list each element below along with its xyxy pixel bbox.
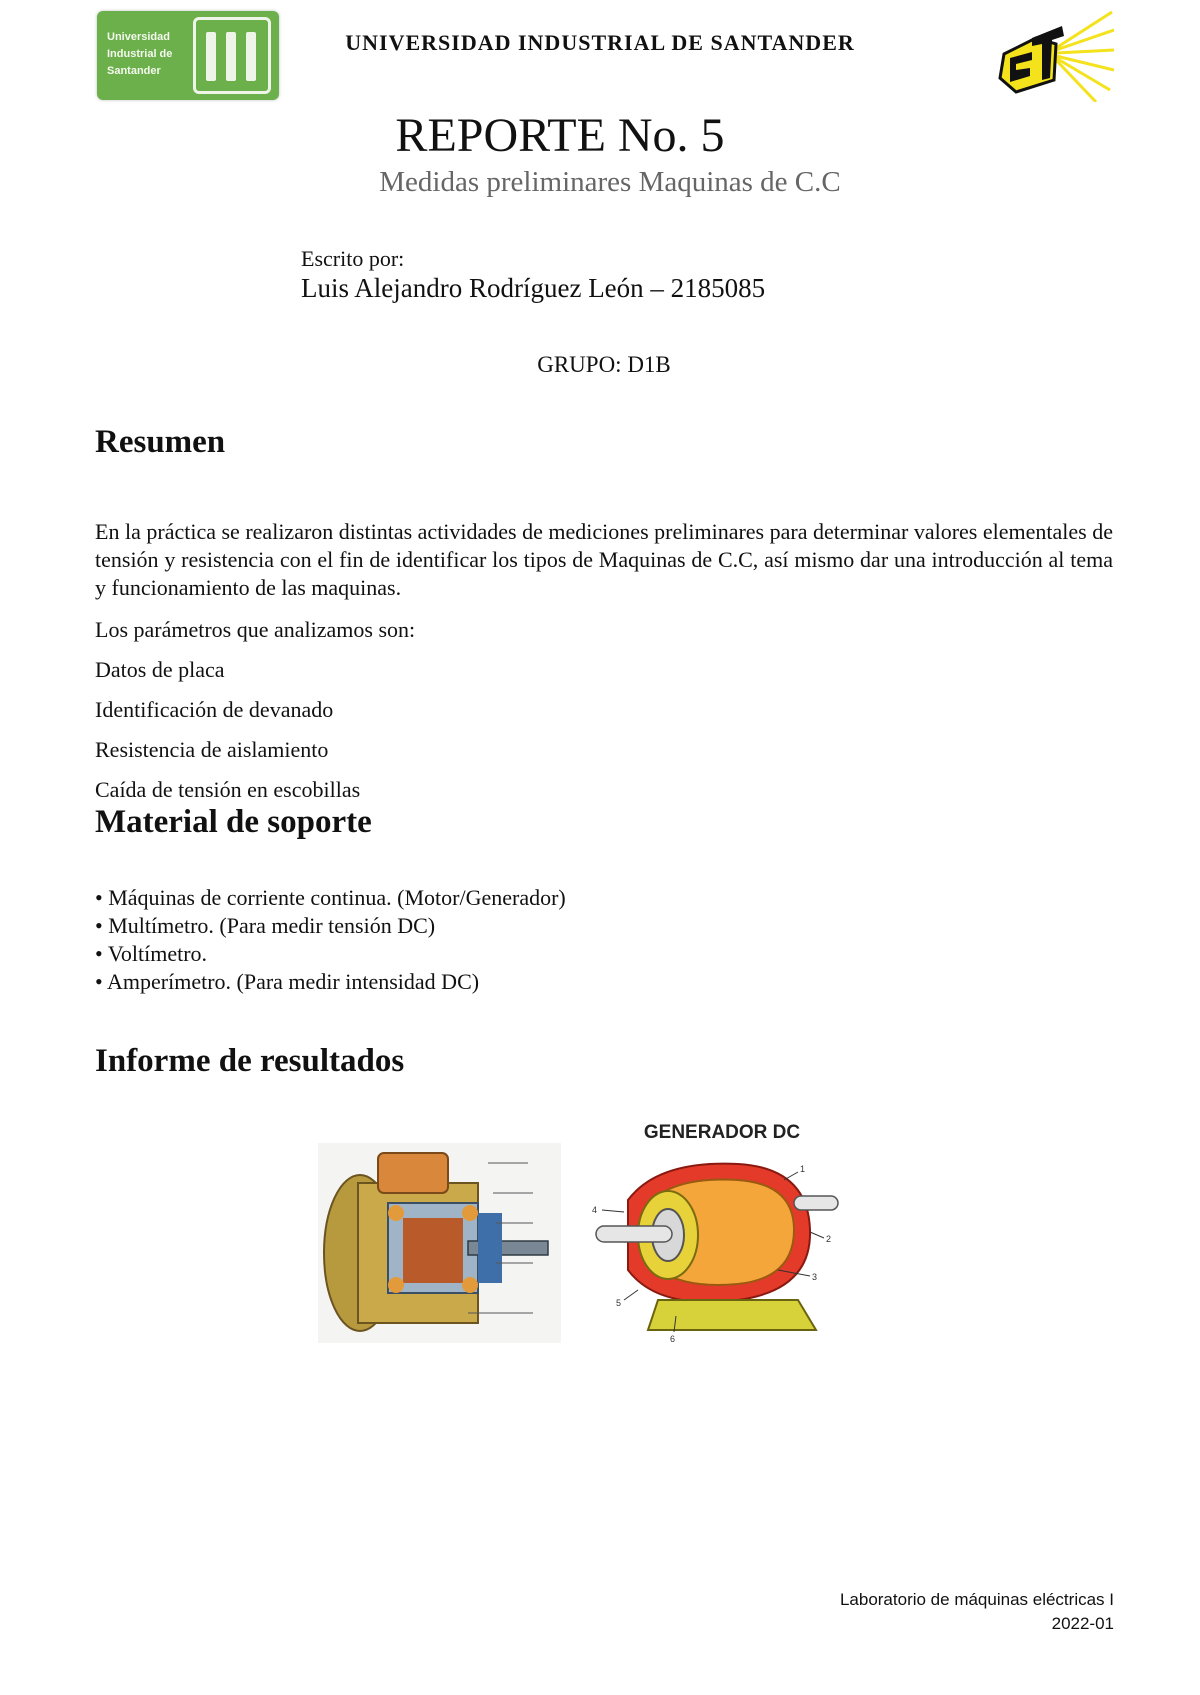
footer-lab: Laboratorio de máquinas eléctricas I xyxy=(839,1590,1114,1609)
param-item: Datos de placa xyxy=(95,657,225,682)
et-logo-icon xyxy=(996,8,1114,102)
generator-number: 1 xyxy=(800,1164,806,1174)
generator-number: 6 xyxy=(670,1334,676,1344)
material-list xyxy=(95,884,566,996)
footer-period: 2022-01 xyxy=(1051,1614,1114,1633)
generator-label: GENERADOR DC xyxy=(643,1122,801,1143)
list-item: • Máquinas de corriente continua. (Motor/Generador) xyxy=(95,884,566,912)
param-item: Caída de tensión en escobillas xyxy=(95,777,361,802)
list-item: • Voltímetro. xyxy=(95,940,566,968)
resumen-paragraph: En la práctica se realizaron distintas actividades de mediciones preliminares para determinar valores elementales de tensión y resistencia con el fin de identificar los tipos de Maquinas de C.C, así mismo dar una introducción al tema y funcionamiento de las maquinas. xyxy=(95,519,1113,600)
generator-number: 3 xyxy=(812,1272,818,1282)
group-label: GRUPO: D1B xyxy=(537,352,671,377)
list-item: • Amperímetro. (Para medir intensidad DC) xyxy=(95,968,566,996)
generator-number: 4 xyxy=(592,1205,598,1215)
generator-number: 5 xyxy=(616,1298,622,1308)
material-heading: Material de soporte xyxy=(95,804,372,840)
university-name: UNIVERSIDAD INDUSTRIAL DE SANTANDER xyxy=(345,30,855,55)
param-item: Resistencia de aislamiento xyxy=(95,737,329,762)
generator-number: 2 xyxy=(826,1234,832,1244)
report-subtitle: Medidas preliminares Maquinas de C.C xyxy=(379,166,841,198)
dc-generator-image xyxy=(588,1120,856,1348)
written-by-label: Escrito por: xyxy=(301,246,405,271)
motor-cutaway-image xyxy=(318,1143,561,1343)
params-intro: Los parámetros que analizamos son: xyxy=(95,617,416,642)
report-title: REPORTE No. 5 xyxy=(395,109,725,162)
param-item: Identificación de devanado xyxy=(95,697,334,722)
informe-heading: Informe de resultados xyxy=(95,1043,405,1079)
uis-logo-text: Universidad Industrial de Santander xyxy=(107,31,173,77)
list-item: • Multímetro. (Para medir tensión DC) xyxy=(95,912,566,940)
resumen-heading: Resumen xyxy=(95,424,226,460)
author-name: Luis Alejandro Rodríguez León – 2185085 xyxy=(301,273,766,303)
